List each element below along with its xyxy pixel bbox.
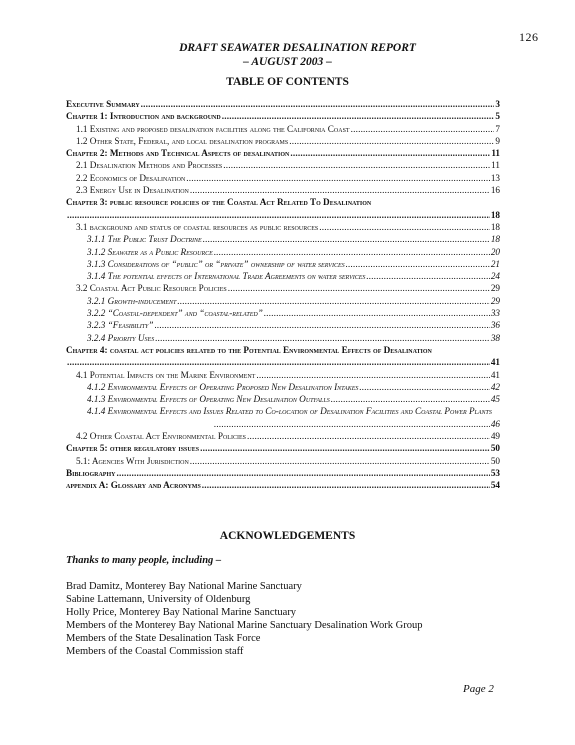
name-line: Members of the Monterey Bay National Marine Sanctuary Desalination Work Group xyxy=(66,620,423,631)
toc-entry-appendix-a[interactable]: appendix A: Glossary and Acronyms ..... 54 xyxy=(66,479,500,491)
toc-entry-chapter-2[interactable]: Chapter 2: Methods and Technical Aspects of desalination ..... 11 xyxy=(66,147,500,159)
toc-heading: TABLE OF CONTENTS xyxy=(226,76,349,88)
name-line: Sabine Lattemann, University of Oldenburg xyxy=(66,594,251,605)
toc-entry-4-1[interactable]: 4.1 Potential Impacts on the Marine Environment ..... 41 xyxy=(66,369,500,381)
toc-entry-3-2-2[interactable]: 3.2.2 “Coastal-dependent” and “coastal-related” ..... 33 xyxy=(66,307,500,319)
toc-entry-3-1-2[interactable]: 3.1.2 Seawater as a Public Resource ..... 20 xyxy=(66,246,500,258)
report-title: DRAFT SEAWATER DESALINATION REPORT xyxy=(179,42,416,54)
toc-entry-chapter-3-page: ..... 18 xyxy=(66,209,500,221)
toc-entry-4-1-4-page: ..... 46 xyxy=(66,418,500,430)
toc-entry-3-1-4[interactable]: 3.1.4 The potential effects of International Trade Agreements on water services ..... 24 xyxy=(66,270,500,282)
toc-entry-2-3[interactable]: 2.3 Energy Use in Desalination ..... 16 xyxy=(66,184,500,196)
toc-entry-chapter-3-label[interactable]: Chapter 3: public resource policies of the Coastal Act Related To Desalination xyxy=(66,197,372,208)
toc-entry-bibliography[interactable]: Bibliography ..... 53 xyxy=(66,467,500,479)
name-line: Brad Damitz, Monterey Bay National Marine Sanctuary xyxy=(66,581,302,592)
toc-entry-4-1-3[interactable]: 4.1.3 Environmental Effects of Operating New Desalination Outfalls ..... 45 xyxy=(66,393,500,405)
acknowledgements-heading: ACKNOWLEDGEMENTS xyxy=(219,530,356,542)
toc-entry-3-1[interactable]: 3.1 background and status of coastal resources as public resources ..... 18 xyxy=(66,221,500,233)
toc-entry-chapter-4-page: ..... 41 xyxy=(66,356,500,368)
toc-entry-4-2[interactable]: 4.2 Other Coastal Act Environmental Policies ..... 49 xyxy=(66,430,500,442)
toc-entry-4-1-2[interactable]: 4.1.2 Environmental Effects of Operating Proposed New Desalination Intakes ..... 42 xyxy=(66,381,500,393)
page-number-top: 126 xyxy=(519,30,539,44)
name-line: Members of the State Desalination Task Force xyxy=(66,633,261,644)
report-date: – AUGUST 2003 – xyxy=(243,56,332,68)
toc-entry-3-2-1[interactable]: 3.2.1 Growth-inducement ..... 29 xyxy=(66,295,500,307)
toc-entry-2-2[interactable]: 2.2 Economics of Desalination ..... 13 xyxy=(66,172,500,184)
acknowledgement-names xyxy=(66,580,422,658)
toc-entry-1-2[interactable]: 1.2 Other State, Federal, and local desalination programs ..... 9 xyxy=(66,135,500,147)
thanks-line: Thanks to many people, including – xyxy=(66,555,222,566)
toc-entry-2-1[interactable]: 2.1 Desalination Methods and Processes ..... 11 xyxy=(66,159,500,171)
toc-entry-chapter-4-label[interactable]: Chapter 4: coastal act policies related to the Potential Environmental Effects of Desalination xyxy=(66,344,432,355)
toc-entry-3-1-3[interactable]: 3.1.3 Considerations of “public” or “private” ownership of water services ..... 21 xyxy=(66,258,500,270)
toc-entry-3-2-4[interactable]: 3.2.4 Priority Uses ..... 38 xyxy=(66,332,500,344)
name-line: Members of the Coastal Commission staff xyxy=(66,646,244,657)
toc-entry-1-1[interactable]: 1.1 Existing and proposed desalination facilities along the California Coast ..... 7 xyxy=(66,123,500,135)
name-line: Holly Price, Monterey Bay National Marine Sanctuary xyxy=(66,607,297,618)
toc-entry-5-1[interactable]: 5.1: Agencies With Jurisdiction ..... 50 xyxy=(66,455,500,467)
page-footer: Page 2 xyxy=(463,683,494,695)
toc-entry-chapter-5[interactable]: Chapter 5: other regulatory issues ..... 50 xyxy=(66,442,500,454)
toc-entry-4-1-4-label[interactable]: 4.1.4 Environmental Effects and Issues Related to Co-location of Desalination Facilities and Coastal Power Plants xyxy=(87,406,492,417)
toc-entry-chapter-1[interactable]: Chapter 1: Introduction and background ..... 5 xyxy=(66,110,500,122)
toc-entry-3-1-1[interactable]: 3.1.1 The Public Trust Doctrine ..... 18 xyxy=(66,233,500,245)
table-of-contents xyxy=(66,98,500,492)
toc-entry-3-2-3[interactable]: 3.2.3 “Feasibility” ..... 36 xyxy=(66,319,500,331)
toc-entry-executive-summary[interactable]: Executive Summary ..... 3 xyxy=(66,98,500,110)
toc-entry-3-2[interactable]: 3.2 Coastal Act Public Resource Policies ..... 29 xyxy=(66,282,500,294)
